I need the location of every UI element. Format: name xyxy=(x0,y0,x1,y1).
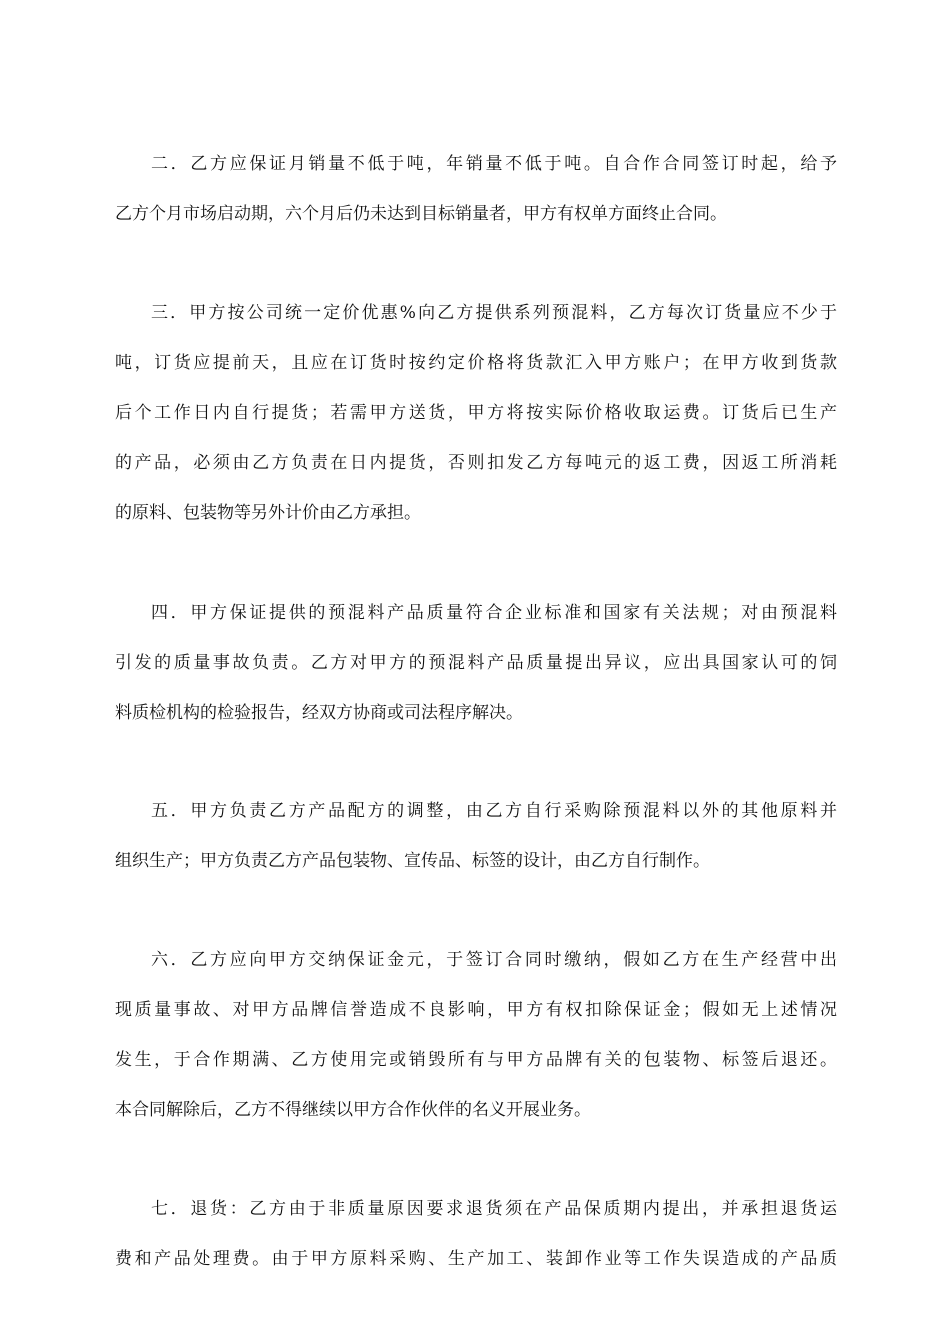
clause-3-line-4: 的产品，必须由乙方负责在日内提货，否则扣发乙方每吨元的返工费，因返工所消耗 xyxy=(115,453,837,473)
clause-3-line-1: 三．甲方按公司统一定价优惠%向乙方提供系列预混料，乙方每次订货量应不少于 xyxy=(151,303,837,323)
clause-7-line-1: 七．退货：乙方由于非质量原因要求退货须在产品保质期内提出，并承担退货运 xyxy=(151,1199,837,1219)
clause-4-line-1: 四．甲方保证提供的预混料产品质量符合企业标准和国家有关法规；对由预混料 xyxy=(151,603,837,623)
clause-3-line-5: 的原料、包装物等另外计价由乙方承担。 xyxy=(115,503,421,523)
clause-7-line-2: 费和产品处理费。由于甲方原料采购、生产加工、装卸作业等工作失误造成的产品质 xyxy=(115,1249,837,1269)
clause-5-line-1: 五．甲方负责乙方产品配方的调整，由乙方自行采购除预混料以外的其他原料并 xyxy=(151,801,837,821)
clause-5-paragraph xyxy=(115,786,837,886)
clause-4-line-2: 引发的质量事故负责。乙方对甲方的预混料产品质量提出异议，应出具国家认可的饲 xyxy=(115,653,837,673)
clause-2-line-1: 二．乙方应保证月销量不低于吨，年销量不低于吨。自合作合同签订时起，给予 xyxy=(151,154,837,174)
clause-6-line-3: 发生，于合作期满、乙方使用完或销毁所有与甲方品牌有关的包装物、标签后退还。 xyxy=(115,1050,837,1070)
clause-2-paragraph xyxy=(115,139,837,239)
clause-4-paragraph xyxy=(115,588,837,738)
clause-6-paragraph xyxy=(115,935,837,1135)
clause-3-paragraph xyxy=(115,288,837,538)
clause-6-line-2: 现质量事故、对甲方品牌信誉造成不良影响，甲方有权扣除保证金；假如无上述情况 xyxy=(115,1000,837,1020)
clause-6-line-1: 六．乙方应向甲方交纳保证金元，于签订合同时缴纳，假如乙方在生产经营中出 xyxy=(151,950,837,970)
clause-5-line-2: 组织生产；甲方负责乙方产品包装物、宣传品、标签的设计，由乙方自行制作。 xyxy=(115,851,710,871)
clause-7-paragraph xyxy=(115,1184,837,1284)
clause-6-line-4: 本合同解除后，乙方不得继续以甲方合作伙伴的名义开展业务。 xyxy=(115,1100,591,1120)
clause-2-line-2: 乙方个月市场启动期，六个月后仍未达到目标销量者，甲方有权单方面终止合同。 xyxy=(115,204,727,224)
clause-3-line-3: 后个工作日内自行提货；若需甲方送货，甲方将按实际价格收取运费。订货后已生产 xyxy=(115,403,837,423)
clause-3-line-2: 吨，订货应提前天，且应在订货时按约定价格将货款汇入甲方账户；在甲方收到货款 xyxy=(115,353,837,373)
clause-4-line-3: 料质检机构的检验报告，经双方协商或司法程序解决。 xyxy=(115,703,523,723)
